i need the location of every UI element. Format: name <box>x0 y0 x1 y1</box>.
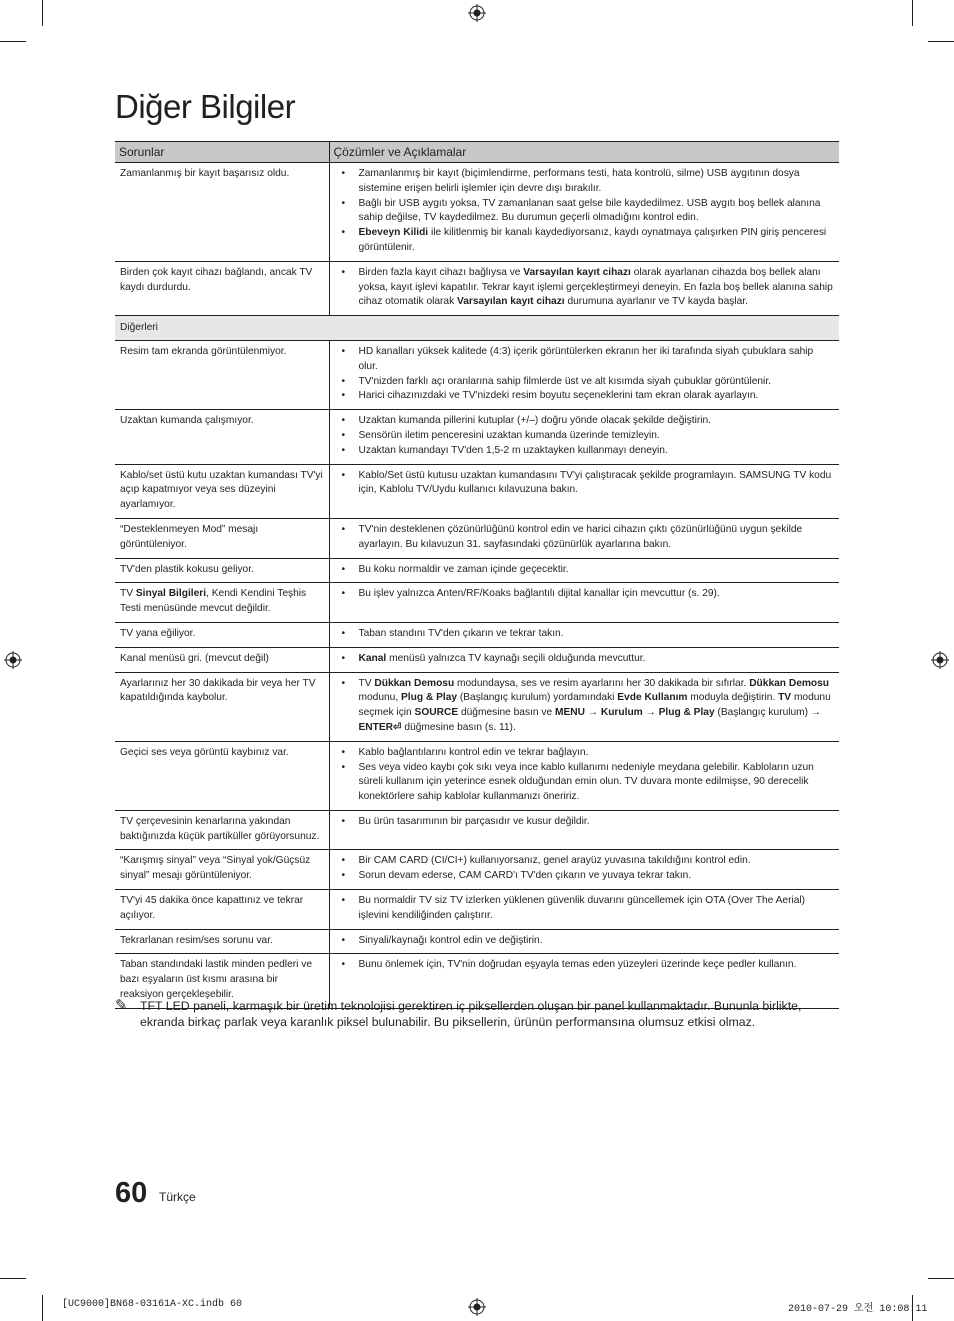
problem-cell <box>115 464 329 518</box>
solution-item <box>335 587 835 602</box>
bold-term: Kanal <box>358 652 387 664</box>
crop-mark <box>42 1295 43 1321</box>
table-header-row <box>115 142 839 163</box>
problem-cell <box>115 340 329 409</box>
text-run: Taban standındaki lastik minden pedleri ve bazı eşyaların üst kısmı arasına bir reaksiyon gerçekleşebilir. <box>120 959 312 1001</box>
solution-item <box>335 523 835 553</box>
table-row <box>115 929 839 954</box>
solution-cell <box>329 558 839 583</box>
section-row <box>115 316 839 341</box>
problem-cell <box>115 672 329 741</box>
text-run: Tekrarlanan resim/ses sorunu var. <box>120 934 273 946</box>
solution-list <box>335 746 835 805</box>
solution-cell <box>329 583 839 623</box>
bold-term: Dükkan Demosu <box>749 677 830 689</box>
table-row <box>115 464 839 518</box>
solution-item <box>335 167 835 197</box>
solution-list <box>335 414 835 458</box>
solution-cell <box>329 850 839 890</box>
solution-cell <box>329 163 839 262</box>
text-run: Bu normaldir TV siz TV izlerken yüklenen güvenlik duvarını güncellemek için OTA (Over The Aerial) işlevini kendiliğinden çalıştırır. <box>358 895 806 921</box>
table-row <box>115 647 839 672</box>
bold-term: Evde Kullanım <box>617 692 688 704</box>
table-row <box>115 340 839 409</box>
problem-cell <box>115 741 329 810</box>
text-run: Uzaktan kumanda çalışmıyor. <box>120 415 254 427</box>
solution-item <box>335 761 835 805</box>
text-run: Bunu önlemek için, TV'nin doğrudan eşyayla temas eden yüzeyleri üzerinde keçe pedler kullanın. <box>358 959 797 971</box>
text-run: Bağlı bir USB aygıtı yoksa, TV zamanlanan saat gelse bile kaydedilmez. USB aygıtı boş bellek alanına sahip değilse, TV kaydedilmez. Bu durumun geçerli olmadığını kontrol edin. <box>358 197 821 224</box>
table-row <box>115 410 839 464</box>
solution-cell <box>329 890 839 930</box>
text-run: TV'yi 45 dakika önce kapattınız ve tekrar açılıyor. <box>120 895 304 921</box>
solution-item <box>335 869 835 884</box>
bold-term: Dükkan Demosu <box>374 677 455 689</box>
text-run: “Desteklenmeyen Mod” mesajı görüntüleniyor. <box>120 523 259 550</box>
table-row <box>115 672 839 741</box>
solution-list <box>335 677 835 736</box>
text-run: modunu seçmek için <box>358 692 831 719</box>
text-run: düğmesine basın (s. 11). <box>401 721 516 733</box>
solution-list <box>335 652 835 667</box>
table-row <box>115 558 839 583</box>
solution-cell <box>329 672 839 741</box>
problem-cell <box>115 622 329 647</box>
text-run: Birden çok kayıt cihazı bağlandı, ancak TV kaydı durdurdu. <box>120 266 313 293</box>
bold-term: Ebeveyn Kilidi <box>358 227 429 239</box>
text-run: → <box>642 707 659 719</box>
text-run: TV yana eğiliyor. <box>120 627 196 639</box>
text-run: Taban standını TV'den çıkarın ve tekrar takın. <box>358 627 564 639</box>
crop-mark <box>928 41 954 42</box>
solution-item <box>335 677 835 736</box>
table-row <box>115 741 839 810</box>
crop-mark <box>912 0 913 26</box>
text-run: modunu, <box>358 692 401 704</box>
text-run: Kablo bağlantılarını kontrol edin ve tekrar bağlayın. <box>358 746 589 758</box>
problem-cell <box>115 558 329 583</box>
text-run: (Başlangıç kurulum) → <box>714 707 822 719</box>
solution-item <box>335 894 835 924</box>
crop-mark <box>42 0 43 26</box>
table-row <box>115 163 839 262</box>
text-run: Kablo/set üstü kutu uzaktan kumandası TV'yi açıp kapatmıyor veya ses düzeyini ayarlamıyor. <box>120 469 323 511</box>
text-run: Zamanlanmış bir kayıt başarısız oldu. <box>120 168 290 179</box>
solution-list <box>335 563 835 578</box>
bold-term: Varsayılan kayıt cihazı <box>523 266 631 278</box>
text-run: TV'nizden farklı açı oranlarına sahip filmlerde üst ve alt kısımda siyah çubuklar görüntülenir. <box>358 375 771 387</box>
solution-list <box>335 587 835 602</box>
problem-cell <box>115 929 329 954</box>
solution-list <box>335 345 835 404</box>
table-body <box>115 163 839 1009</box>
solution-item <box>335 854 835 869</box>
problem-cell <box>115 261 329 315</box>
solution-item <box>335 958 835 973</box>
bold-term: SOURCE <box>414 707 459 719</box>
text-run: Kablo/Set üstü kutusu uzaktan kumandasını TV'yi çalıştıracak şekilde programlayın. SAMSUNG TV kodu için, Kablolu TV/Uydu kullanıcı kılavuzuna bakın. <box>358 469 832 496</box>
text-run: Bu ürün tasarımının bir parçasıdır ve kusur değildir. <box>358 815 590 827</box>
solution-item <box>335 345 835 375</box>
table-row <box>115 810 839 850</box>
solution-item <box>335 469 835 499</box>
text-run: Sorun devam ederse, CAM CARD'ı TV'den çıkarın ve yuvaya tekrar takın. <box>358 870 692 882</box>
problem-cell <box>115 850 329 890</box>
problem-cell <box>115 163 329 262</box>
text-run: Sensörün iletim penceresini uzaktan kumanda üzerinde temizleyin. <box>358 429 660 441</box>
solution-list <box>335 815 835 830</box>
solution-cell <box>329 410 839 464</box>
bold-term: Sinyal Bilgileri <box>135 588 207 600</box>
text-run: , Kendi Kendini Teşhis Testi menüsünde mevcut değildir. <box>120 588 307 615</box>
solution-item <box>335 563 835 578</box>
solution-cell <box>329 518 839 558</box>
text-run: TV çerçevesinin kenarlarına yakından baktığınızda küçük partiküller görüyorsunuz. <box>120 815 320 842</box>
text-run: Uzaktan kumanda pillerini kutuplar (+/–) doğru yönde olacak şekilde değiştirin. <box>358 415 712 427</box>
text-run: TV <box>120 588 136 600</box>
text-run: Zamanlanmış bir kayıt (biçimlendirme, performans testi, hata kontrolü, silme) USB aygıtının dosya sistemine erişen belirli işlemler için devre dışı bırakılır. <box>358 168 800 194</box>
solution-item <box>335 226 835 256</box>
text-run: modundaysa, ses ve resim ayarlarını her 30 dakikada bir sıfırlar. <box>454 677 750 689</box>
text-run: durumuna ayarlanır ve TV kayda başlar. <box>564 296 748 308</box>
bold-term: Kurulum <box>600 707 643 719</box>
problem-cell <box>115 890 329 930</box>
solution-list <box>335 934 835 949</box>
text-run: Bu işlev yalnızca Anten/RF/Koaks bağlantılı dijital kanallar için mevcuttur (s. 29). <box>358 588 720 600</box>
solution-item <box>335 389 835 404</box>
table-row <box>115 583 839 623</box>
solution-list <box>335 958 835 973</box>
solution-cell <box>329 647 839 672</box>
registration-mark-icon <box>468 1298 486 1316</box>
solution-cell <box>329 810 839 850</box>
text-run: Harici cihazınızdaki ve TV'nizdeki resim boyutu seçeneklerini tam ekran olarak ayarlayın. <box>358 390 759 402</box>
solution-item <box>335 815 835 830</box>
page-title: Diğer Bilgiler <box>115 88 296 125</box>
solution-item <box>335 746 835 761</box>
registration-mark-icon <box>4 651 22 669</box>
solution-item <box>335 429 835 444</box>
bold-term: Varsayılan kayıt cihazı <box>457 296 565 308</box>
table-row <box>115 890 839 930</box>
solution-list <box>335 469 835 499</box>
text-run: Birden fazla kayıt cihazı bağlıysa ve <box>358 266 524 278</box>
bold-term: Plug & Play <box>658 707 715 719</box>
solution-list <box>335 266 835 310</box>
text-run: TV'den plastik kokusu geliyor. <box>120 563 254 575</box>
solution-cell <box>329 261 839 315</box>
problem-cell <box>115 410 329 464</box>
text-run: Ayarlarınız her 30 dakikada bir veya her TV kapatıldığında kaybolur. <box>120 677 316 704</box>
page-number: 60 <box>115 1177 148 1209</box>
solution-list <box>335 167 835 256</box>
bold-term: Plug & Play <box>400 692 458 704</box>
solution-list <box>335 627 835 642</box>
text-run: → <box>584 707 601 719</box>
solution-item <box>335 414 835 429</box>
solution-cell <box>329 464 839 518</box>
table-row <box>115 850 839 890</box>
solution-item <box>335 627 835 642</box>
text-run: Resim tam ekranda görüntülenmiyor. <box>120 345 287 357</box>
solution-list <box>335 523 835 553</box>
text-run: “Karışmış sinyal” veya “Sinyal yok/Güçsüz sinyal” mesajı görüntüleniyor. <box>120 855 311 882</box>
text-run: Sinyali/kaynağı kontrol edin ve değiştirin. <box>358 934 543 946</box>
solution-cell <box>329 622 839 647</box>
table-row <box>115 261 839 315</box>
problem-cell <box>115 583 329 623</box>
column-header-problems: Sorunlar <box>115 142 329 163</box>
solution-item <box>335 375 835 390</box>
text-run: Uzaktan kumandayı TV'den 1,5-2 m uzaktayken kullanmayı deneyin. <box>358 444 668 456</box>
solution-cell <box>329 340 839 409</box>
text-run: TV'nin desteklenen çözünürlüğünü kontrol edin ve harici cihazın çıktı çözünürlüğünü uygun şekilde ayarlayın. Bu kılavuzun 31. sayfasındaki çözünürlük ayarlarına bakın. <box>358 523 803 550</box>
crop-mark <box>0 1278 26 1279</box>
bold-term: ENTER <box>358 721 394 733</box>
solution-item <box>335 934 835 949</box>
text-run: Kanal menüsü gri. (mevcut değil) <box>120 652 269 664</box>
text-run: TV <box>358 677 375 689</box>
print-file-info: [UC9000]BN68-03161A-XC.indb 60 <box>62 1299 243 1310</box>
troubleshooting-table <box>115 141 839 1009</box>
solution-list <box>335 854 835 884</box>
problem-cell <box>115 647 329 672</box>
solution-item <box>335 444 835 459</box>
note <box>115 998 843 1030</box>
bold-term: TV <box>778 692 792 704</box>
text-run: ile kilitlenmiş bir kanalı kaydediyorsanız, kaydı oynatmaya çalışırken PIN giriş penceresi görüntülenir. <box>358 227 827 253</box>
problem-cell <box>115 518 329 558</box>
text-run: Geçici ses veya görüntü kaybınız var. <box>120 746 289 758</box>
solution-item <box>335 266 835 310</box>
print-timestamp: 2010-07-29 오전 10:08:11 <box>788 1304 928 1315</box>
page-language: Türkçe <box>159 1190 196 1204</box>
note-text: TFT LED paneli, karmaşık bir üretim teknolojisi gerektiren iç piksellerden oluşan bir panel kullanmaktadır. Bununla birlikte, ekranda birkaç parlak veya karanlık piksel bulunabilir. Bu piksellerin, ürünün performansına olumsuz etkisi olmaz. <box>140 999 802 1029</box>
registration-mark-icon <box>931 651 949 669</box>
table-row <box>115 518 839 558</box>
text-run: (Başlangıç kurulum) yordamındaki <box>457 692 618 704</box>
solution-item <box>335 652 835 667</box>
table-row <box>115 622 839 647</box>
text-run: HD kanalları yüksek kalitede (4:3) içerik görüntülerken ekranın her iki tarafında siyah çubuklara sahip olur. <box>358 345 814 372</box>
solution-cell <box>329 741 839 810</box>
text-run: Bir CAM CARD (CI/CI+) kullanıyorsanız, genel arayüz yuvasına takıldığını kontrol edin. <box>358 855 751 867</box>
text-run: moduyla değiştirin. <box>687 692 779 704</box>
crop-mark <box>928 1278 954 1279</box>
crop-mark <box>0 41 26 42</box>
bold-term: MENU <box>554 707 585 719</box>
pencil-note-icon: ✎ <box>115 997 128 1014</box>
problem-cell <box>115 810 329 850</box>
text-run: Bu koku normaldir ve zaman içinde geçecektir. <box>358 563 569 575</box>
bold-term: ⏎ <box>393 721 402 733</box>
solution-cell <box>329 929 839 954</box>
section-label: Diğerleri <box>115 316 839 341</box>
text-run: olarak ayarlanan cihazda boş bellek alanı yoksa, kayıt işlevi kapatılır. Tekrar kayıt işlemi gerçekleştirmeyi deneyin. En fazla boş bellek alanına sahip cihaz otomatik olarak <box>358 266 833 308</box>
solution-item <box>335 197 835 227</box>
column-header-solutions: Çözümler ve Açıklamalar <box>329 142 839 163</box>
text-run: düğmesine basın ve <box>458 707 555 719</box>
solution-list <box>335 894 835 924</box>
registration-mark-icon <box>468 4 486 22</box>
text-run: Ses veya video kaybı çok sıkı veya ince kablo kullanımı nedeniyle meydana gelebilir. Kabloların uzun süreli kullanım için yeterince esnek olduğundan emin olun. TV duvara monte edilmişse, 90 derecelik konektörlere sahip kablolar kullanmanızı öneririz. <box>358 761 814 803</box>
text-run: menüsü yalnızca TV kaynağı seçili olduğunda mevcuttur. <box>386 652 646 664</box>
